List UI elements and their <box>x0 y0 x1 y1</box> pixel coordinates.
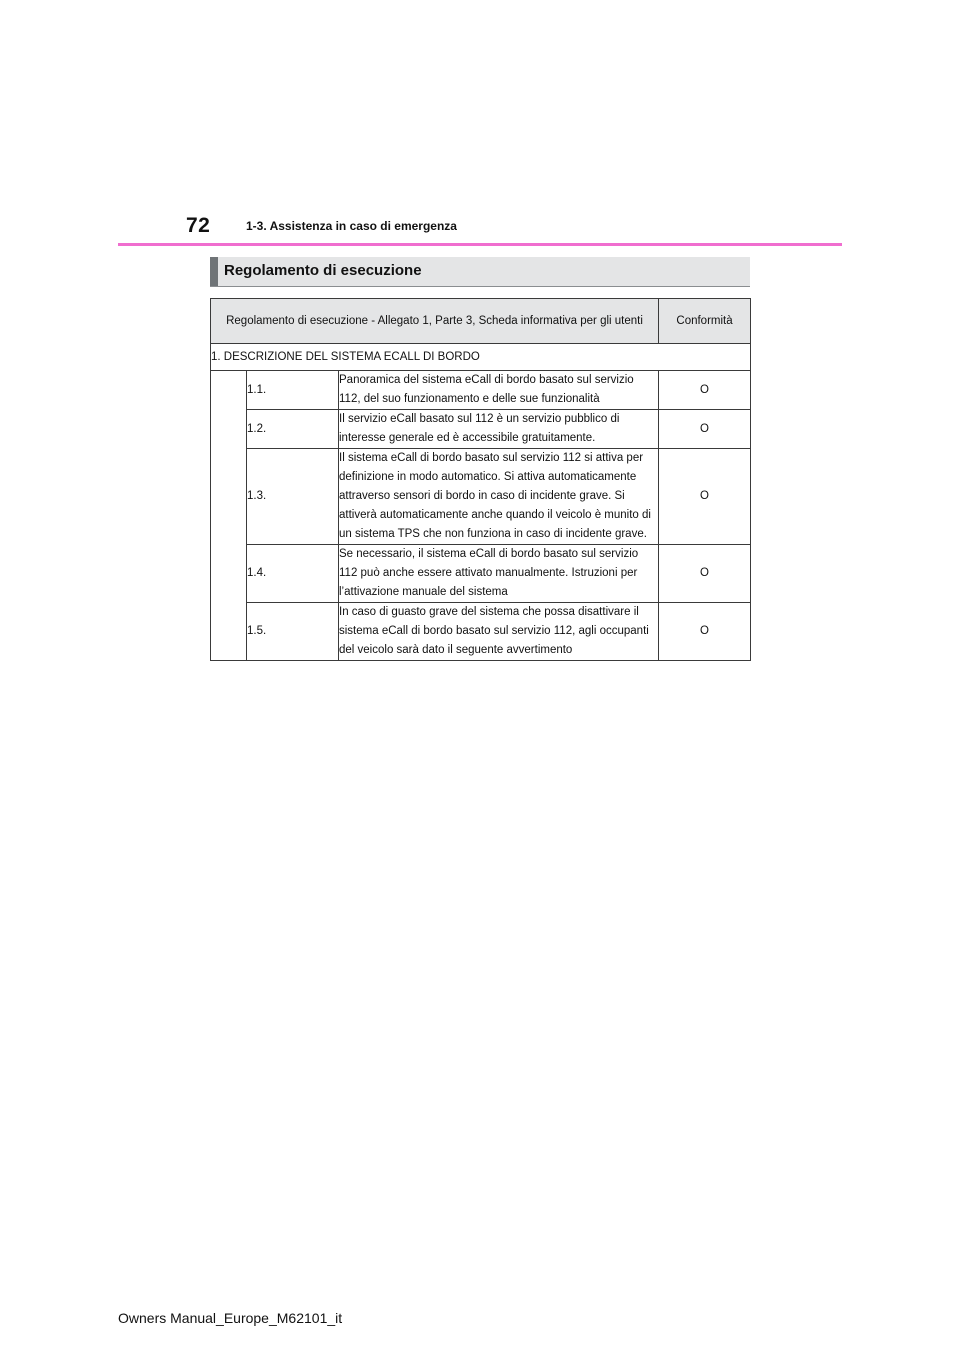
table-row <box>211 603 751 661</box>
row-number: 1.4. <box>247 545 339 603</box>
table-row <box>211 371 751 410</box>
table-header-main: Regolamento di esecuzione - Allegato 1, Parte 3, Scheda informativa per gli utenti <box>211 299 659 344</box>
header-rule <box>118 243 842 246</box>
row-text: Il servizio eCall basato sul 112 è un servizio pubblico di interesse generale ed è accessibile gratuitamente. <box>339 410 659 449</box>
row-conformity: O <box>659 545 751 603</box>
row-text: Il sistema eCall di bordo basato sul servizio 112 si attiva per definizione in modo automatico. Si attiva automaticamente attraverso sensori di bordo in caso di incidente grave. Si attiverà automaticamente anche quando il veicolo è munito di un sistema TPS che non funziona in caso di incidente grave. <box>339 449 659 545</box>
table-row <box>211 545 751 603</box>
row-conformity: O <box>659 410 751 449</box>
page-number: 72 <box>186 214 211 237</box>
row-number: 1.3. <box>247 449 339 545</box>
section-heading <box>210 257 750 287</box>
row-text: Se necessario, il sistema eCall di bordo basato sul servizio 112 può anche essere attivato manualmente. Istruzioni per l’attivazione manuale del sistema <box>339 545 659 603</box>
table-row <box>211 410 751 449</box>
row-conformity: O <box>659 603 751 661</box>
row-conformity: O <box>659 371 751 410</box>
row-number: 1.2. <box>247 410 339 449</box>
row-conformity: O <box>659 449 751 545</box>
running-head: 1-3. Assistenza in caso di emergenza <box>246 219 457 233</box>
row-text: In caso di guasto grave del sistema che possa disattivare il sistema eCall di bordo basato sul servizio 112, agli occupanti del veicolo sarà dato il seguente avvertimento <box>339 603 659 661</box>
group-title: 1. DESCRIZIONE DEL SISTEMA ECALL DI BORDO <box>211 344 751 371</box>
row-number: 1.1. <box>247 371 339 410</box>
footer-document-id: Owners Manual_Europe_M62101_it <box>118 1310 343 1326</box>
row-number: 1.5. <box>247 603 339 661</box>
table-header-row <box>211 299 751 344</box>
table-group-row <box>211 344 751 371</box>
row-text: Panoramica del sistema eCall di bordo basato sul servizio 112, del suo funzionamento e delle sue funzionalità <box>339 371 659 410</box>
table-header-conformity: Conformità <box>659 299 751 344</box>
regulation-table <box>210 298 751 661</box>
section-title: Regolamento di esecuzione <box>224 262 422 279</box>
table-row <box>211 449 751 545</box>
section-heading-accent <box>210 257 218 286</box>
indent-cell <box>211 371 247 661</box>
